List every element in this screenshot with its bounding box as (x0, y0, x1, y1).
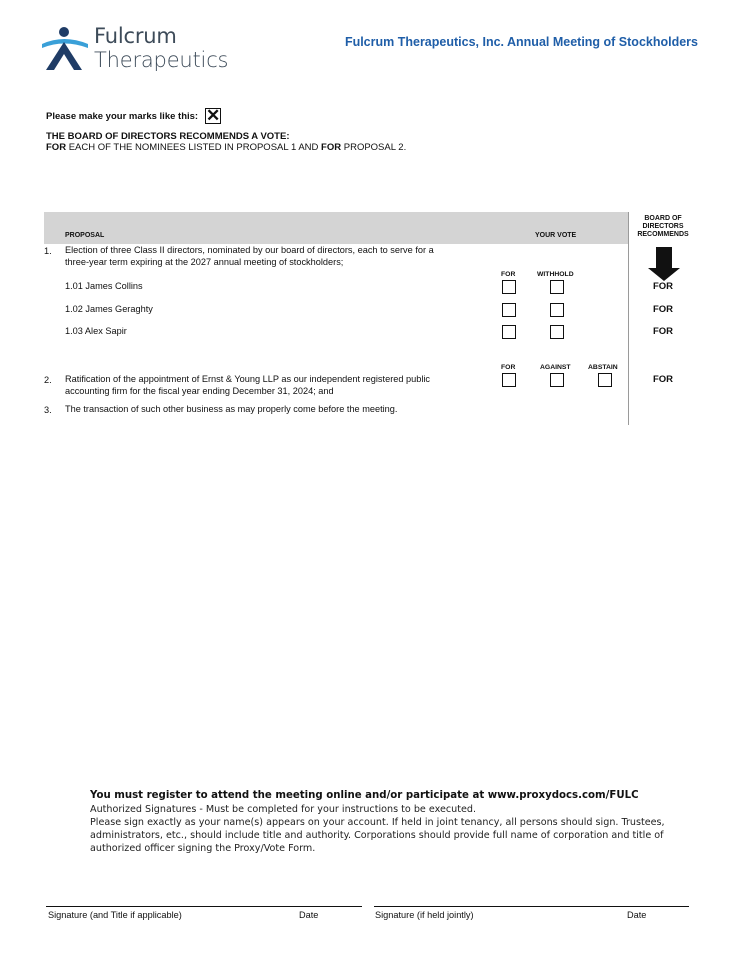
proposal-2-text-line: accounting firm for the fiscal year ending December 31, 2024; and (65, 385, 334, 396)
signature-line-2[interactable] (374, 906, 689, 907)
board-recommends-heading: THE BOARD OF DIRECTORS RECOMMENDS A VOTE: (46, 131, 290, 142)
nominee-label: 1.01 James Collins (65, 281, 143, 291)
for-emphasis: FOR (321, 142, 342, 153)
footer-text-line: Please sign exactly as your name(s) appears on your account. If held in joint tenancy, all persons should sign. Trustees, (90, 817, 665, 828)
board-header-line: RECOMMENDS (637, 231, 689, 238)
signature-label: Signature (and Title if applicable) (48, 910, 182, 920)
date-label: Date (627, 910, 647, 920)
x-mark-icon: ✕ (206, 106, 221, 125)
vote-label-abstain: ABSTAIN (588, 364, 618, 371)
fulcrum-logo-icon (42, 26, 90, 72)
signature-line-1[interactable] (46, 906, 362, 907)
vote-label-withhold: WITHHOLD (537, 271, 574, 278)
proposal-1-text-line: Election of three Class II directors, nominated by our board of directors, each to serve for a (65, 245, 434, 255)
proposal-1-text-line: three-year term expiring at the 2027 annual meeting of stockholders; (65, 256, 344, 267)
marks-instruction: Please make your marks like this: (46, 111, 199, 122)
nominee-3-recommend: FOR (652, 326, 674, 337)
nominee-2-withhold-checkbox[interactable] (550, 303, 564, 317)
proposal-1-text (65, 245, 434, 268)
table-header-band (44, 212, 628, 244)
proposal-2-recommend: FOR (652, 374, 674, 385)
joint-signature-label: Signature (if held jointly) (375, 910, 474, 920)
recommend-text-1: EACH OF THE NOMINEES LISTED IN PROPOSAL 1 AND (66, 142, 322, 153)
arrow-down-icon (648, 247, 680, 281)
footer-text-line: authorized officer signing the Proxy/Vote Form. (90, 843, 316, 854)
column-header-proposal: PROPOSAL (65, 232, 105, 239)
date-label: Date (299, 910, 319, 920)
for-emphasis: FOR (46, 142, 67, 153)
nominee-1-withhold-checkbox[interactable] (550, 280, 564, 294)
board-recommends-text (46, 142, 406, 153)
vote-label-for: FOR (501, 271, 516, 278)
board-header-line: BOARD OF (644, 215, 682, 222)
column-header-board-recommends (628, 215, 698, 239)
company-logo (42, 24, 229, 74)
vote-label-for: FOR (501, 364, 516, 371)
nominee-label: 1.03 Alex Sapir (65, 326, 127, 336)
recommend-column-divider (628, 212, 629, 425)
vote-label-against: AGAINST (540, 364, 571, 371)
proposal-2-abstain-checkbox[interactable] (598, 373, 612, 387)
board-header-line: DIRECTORS (642, 223, 684, 230)
meeting-title: Fulcrum Therapeutics, Inc. Annual Meeting of Stockholders (344, 35, 698, 49)
nominee-1-recommend: FOR (652, 281, 674, 292)
nominee-3-withhold-checkbox[interactable] (550, 325, 564, 339)
footer-text-line: administrators, etc., should include title and authority. Corporations should provide full name of corporation and title of (90, 830, 664, 841)
proposal-2-number: 2. (44, 375, 52, 385)
proposal-2-text-line: Ratification of the appointment of Ernst & Young LLP as our independent registered public (65, 374, 431, 384)
proposal-3-text: The transaction of such other business as may properly come before the meeting. (65, 404, 398, 414)
nominee-3-for-checkbox[interactable] (502, 325, 516, 339)
logo-text-therapeutics: Therapeutics (94, 48, 229, 72)
nominee-label: 1.02 James Geraghty (65, 304, 153, 314)
nominee-1-for-checkbox[interactable] (502, 280, 516, 294)
proposal-2-text (65, 374, 430, 397)
proposal-1-number: 1. (44, 246, 52, 256)
recommend-text-2: PROPOSAL 2. (341, 142, 407, 153)
proposal-2-for-checkbox[interactable] (502, 373, 516, 387)
nominee-2-for-checkbox[interactable] (502, 303, 516, 317)
nominee-2-recommend: FOR (652, 304, 674, 315)
register-notice: You must register to attend the meeting online and/or participate at www.proxydocs.com/FULC (90, 790, 639, 801)
logo-text-fulcrum: Fulcrum (94, 24, 177, 48)
proposal-2-against-checkbox[interactable] (550, 373, 564, 387)
footer-text-line: Authorized Signatures - Must be completed for your instructions to be executed. (90, 804, 477, 815)
proposal-3-number: 3. (44, 405, 52, 415)
sample-mark-box (205, 108, 221, 124)
column-header-your-vote: YOUR VOTE (535, 232, 577, 239)
